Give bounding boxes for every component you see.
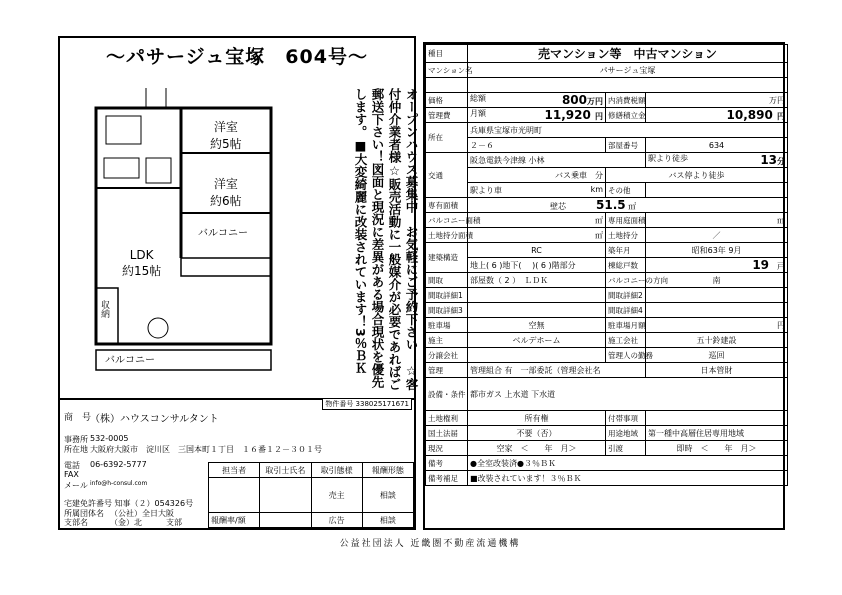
- delivery-label: 引渡: [606, 441, 646, 456]
- address: 大阪府大阪市 淀川区 三国本町１丁目 １６番１２－３０１号: [90, 445, 322, 454]
- units: 19: [752, 258, 770, 272]
- detail2-label: 間取詳細2: [606, 288, 646, 303]
- parking: 空無: [468, 318, 606, 333]
- area-label: 専有面積: [426, 198, 468, 213]
- floors: 地上( 6 )地下( )( 6 )階部分: [468, 258, 606, 273]
- layout-label: 間取: [426, 273, 468, 288]
- balcony-area-label: バルコニー面積: [426, 213, 468, 228]
- location-label: 所在: [426, 123, 468, 153]
- equip-label: 設備・条件: [426, 378, 468, 411]
- land-share-label: 土地持分面積: [426, 228, 468, 243]
- fee-value: 相談: [362, 478, 413, 513]
- floor-plan-panel: [58, 36, 419, 400]
- fax-label: FAX: [64, 470, 79, 479]
- repair-label: 修繕積立金: [606, 108, 646, 123]
- line: 阪急電鉄今津線 小林: [468, 153, 646, 168]
- bus-walk: バス停より徒歩: [606, 168, 788, 183]
- ad-value: 相談: [362, 513, 413, 528]
- land-right: ／: [646, 228, 788, 243]
- property-number: 物件番号 338025171671: [322, 398, 412, 410]
- constructor-label: 施工会社: [606, 333, 646, 348]
- remarks: ●全室改装済●３％ＢＫ: [468, 456, 788, 471]
- balcony-top-label: バルコニー: [198, 228, 248, 239]
- area: 51.5: [596, 198, 626, 212]
- footer-organization: 公益社団法人 近畿圏不動産流通機構: [339, 539, 521, 549]
- agent-table: [208, 462, 414, 528]
- land-right-label: 土地持分: [606, 228, 646, 243]
- built: 昭和63年 9月: [646, 243, 788, 258]
- license: 宅建免許番号 知事（２）054326号: [64, 499, 194, 508]
- status: 空家 ＜ 年 月＞: [468, 441, 606, 456]
- built-label: 築年月: [606, 243, 646, 258]
- direction-label: バルコニーの方向: [606, 273, 646, 288]
- phone: 06-6392-5777: [90, 460, 147, 469]
- assoc-label: 所属団体名: [64, 509, 104, 518]
- repair-fee: 10,890: [726, 108, 773, 122]
- type-label: 種目: [426, 45, 468, 63]
- location1: 兵庫県宝塚市光明町: [468, 123, 788, 138]
- branch: （金）北 支部: [110, 518, 182, 527]
- ad-label: 広告: [311, 513, 362, 528]
- units-label: 棟総戸数: [606, 258, 646, 273]
- extra-label: 付帯事項: [606, 411, 646, 426]
- room-ldk: LDK 約15帖: [122, 248, 162, 278]
- deal-value: 売主: [311, 478, 362, 513]
- law-label: 国土法届: [426, 426, 468, 441]
- manage-label: 管理: [426, 363, 468, 378]
- price-label: 価格: [426, 93, 468, 108]
- fee-header: 報酬形態: [362, 463, 413, 478]
- detail4-label: 間取詳細4: [606, 303, 646, 318]
- spec-panel: [423, 42, 785, 530]
- room-no: 634: [646, 138, 788, 153]
- trade-name-label: 商 号: [64, 413, 92, 423]
- detail3-label: 間取詳細3: [426, 303, 468, 318]
- sale-company-label: 分譲会社: [426, 348, 468, 363]
- assoc: （公社）全日大阪: [110, 509, 174, 518]
- land: 所有権: [468, 411, 606, 426]
- builder-label: 施主: [426, 333, 468, 348]
- name-label: マンション名: [426, 63, 468, 78]
- balcony-bottom-label: バルコニー: [105, 355, 155, 366]
- builder: ベルデホーム: [468, 333, 606, 348]
- equipment: 都市ガス 上水道 下水道: [468, 378, 788, 411]
- room-no-label: 部屋番号: [606, 138, 646, 153]
- building-name: パサージュ宝塚: [468, 63, 788, 78]
- property-title: ～パサージュ宝塚 604号～: [106, 46, 368, 68]
- floor-plan-drawing: [86, 88, 286, 378]
- tax-label: 内消費税額: [606, 93, 646, 108]
- type: 売マンション等 中古マンション: [468, 45, 788, 63]
- agent-header: 担当者: [209, 463, 260, 478]
- remarks2-label: 備考補足: [426, 471, 468, 486]
- storage-label: 収納: [99, 300, 109, 318]
- direction: 南: [646, 273, 788, 288]
- room-western2: 洋室 約6帖: [210, 177, 242, 208]
- parking-fee-label: 駐車場月額: [606, 318, 646, 333]
- price-cell: 総額 800万円: [468, 93, 606, 108]
- fee-rate-label: 報酬率/額: [209, 513, 260, 528]
- parking-label: 駐車場: [426, 318, 468, 333]
- address-label: 所在地: [64, 445, 88, 454]
- branch-label: 支部名: [64, 518, 88, 527]
- mgmt-co-label: 管理人の勤務: [606, 348, 646, 363]
- postal-code: 532-0005: [90, 434, 129, 443]
- detail1-label: 間取詳細1: [426, 288, 468, 303]
- delivery: 即時 ＜ 年 月＞: [646, 441, 788, 456]
- mgmt-fee: 11,920: [544, 108, 591, 122]
- tax-unit: 万円: [646, 93, 788, 108]
- manage: 管理組合 有 一部委託（管理会社名: [468, 363, 646, 378]
- private-area-label: 専用庭面積: [606, 213, 646, 228]
- status-label: 現況: [426, 441, 468, 456]
- mgmt-label: 管理費: [426, 108, 468, 123]
- mgmt-co: 巡回: [646, 348, 788, 363]
- mail: info@h-consul.com: [90, 480, 148, 487]
- constructor: 五十鈴建設: [646, 333, 788, 348]
- phone-label: 電話: [64, 461, 80, 470]
- zone-label: 用途地域: [606, 426, 646, 441]
- broker-header: 取引士氏名: [260, 463, 311, 478]
- other-label: その他: [606, 183, 646, 198]
- walk-min: 13: [760, 153, 778, 167]
- structure: RC: [468, 243, 606, 258]
- room-western1: 洋室 約5帖: [210, 120, 242, 151]
- transit-label: 交通: [426, 153, 468, 198]
- mail-label: メール: [64, 481, 88, 490]
- manage-company: 日本管財: [646, 363, 788, 378]
- spec-table: 種目 売マンション等 中古マンション マンション名 パサージュ宝塚 価格 総額 800万円 内消費税額 万円 管理費 月額 11,920 円 修繕積立金 10,890 円 所在 兵庫県宝塚市光明町 ２－６ 部屋番号 634 交通 阪急電鉄今津線 小林 駅より徒歩 13分 バス乗車 分 バス停より徒歩 駅より車 km その他 専有面積 壁芯 51.5 ㎡ バルコニー面積 ㎡ 専用庭面積 ㎡ 土地持分面積 ㎡ 土地持分 ／ 建築構造 RC 築年月 昭和63年 9月 地上( 6 )地下( )( 6 )階部分 棟総戸数 19 戸 間取 部屋数（ 2 ） ＬＤＫ バルコニーの方向 南 間取詳細1 間取詳細2 間取詳細3 間取詳細4 駐車場 空無 駐車場月額 円 施主 ベルデホーム 施工会社 五十鈴建設 分譲会社 管理人の勤務 巡回 管理 管理組合 有 一部委託（管理会社名 日本管財 設備・条件 都市ガス 上水道 下水道 土地権利 所有権 付帯事項 国土法届 不要（否） 用途地域 第一種中高層住居専用地域 現況 空家 ＜ 年 月＞ 引渡 即時 ＜ 年 月＞ 備考 ●全室改装済●３％ＢＫ 備考補足 ■改装されています！３％ＢＫ: [425, 44, 788, 486]
- law: 不要（否）: [468, 426, 606, 441]
- company-panel: [58, 400, 416, 530]
- land-label: 土地権利: [426, 411, 468, 426]
- layout: 部屋数（ 2 ） ＬＤＫ: [468, 273, 606, 288]
- structure-label: 建築構造: [426, 243, 468, 273]
- trade-name: （株）ハウスコンサルタント: [90, 414, 219, 425]
- office-label: 事務所: [64, 435, 88, 444]
- vertical-notes: オープンハウス募集中！お気軽にご予約下さい！☆客付仲介業者様☆販売活動に一般媒介が必要であればご郵送下さい！図面と現況に差異がある場合現状を優先します。■大変綺麗に改装されています！3％ＢＫ: [353, 88, 419, 391]
- remarks2: ■改装されています！３％ＢＫ: [468, 471, 788, 486]
- remarks-label: 備考: [426, 456, 468, 471]
- deal-header: 取引態様: [311, 463, 362, 478]
- price: 800: [561, 93, 587, 107]
- zone: 第一種中高層住居専用地域: [646, 426, 788, 441]
- location2: ２－６: [468, 138, 606, 153]
